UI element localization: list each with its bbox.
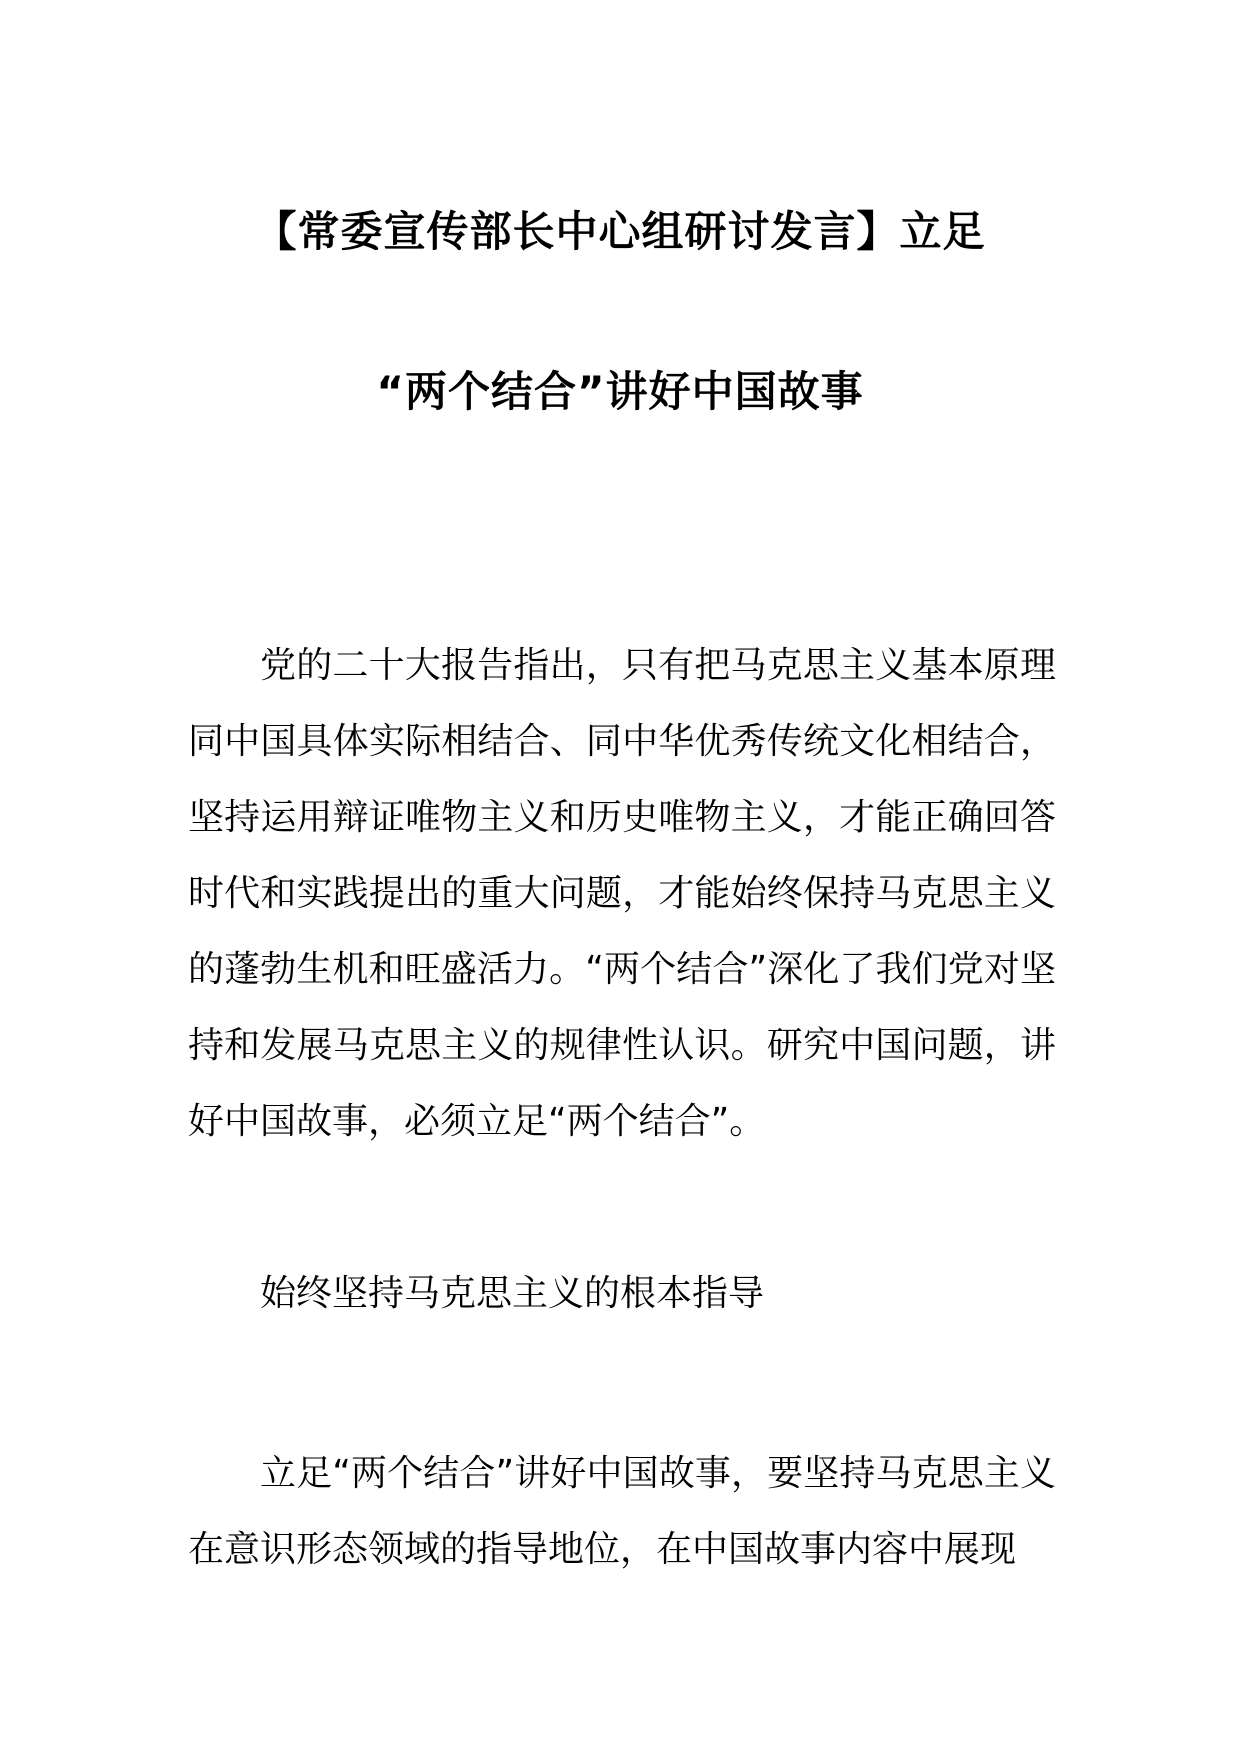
body-paragraph-2: 立足“两个结合”讲好中国故事，要坚持马克思主义在意识形态领域的指导地位，在中国故事内容中展现 xyxy=(188,1453,1056,1570)
body-paragraph-1: 党的二十大报告指出，只有把马克思主义基本原理同中国具体实际相结合、同中华优秀传统文化相结合，坚持运用辩证唯物主义和历史唯物主义，才能正确回答时代和实践提出的重大问题，才能始终保持马克思主义的蓬勃生机和旺盛活力。“两个结合”深化了我们党对坚持和发展马克思主义的规律性认识。研究中国问题，讲好中国故事，必须立足“两个结合”。 xyxy=(188,645,1056,1142)
section-heading-1: 始终坚持马克思主义的根本指导 xyxy=(260,1273,765,1314)
document-title-line-2: “两个结合”讲好中国故事 xyxy=(376,367,864,416)
document-title-line-1: 【常委宣传部长中心组研讨发言】立足 xyxy=(254,207,986,256)
